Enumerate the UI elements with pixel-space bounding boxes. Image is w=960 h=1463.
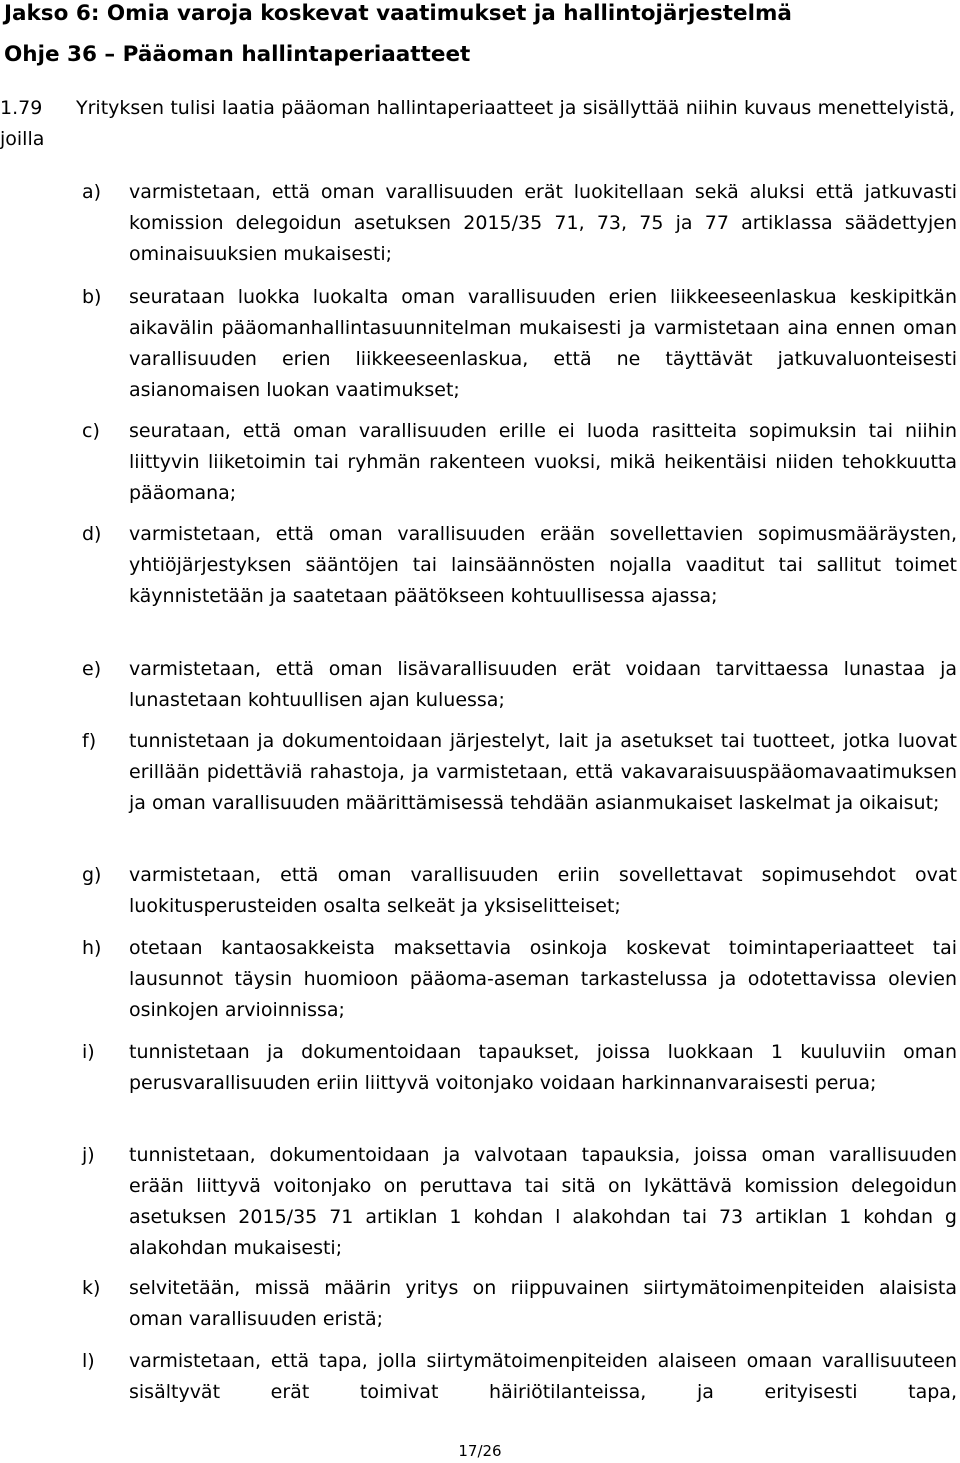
list-item-text: varmistetaan, että oman lisävarallisuuden erät voidaan tarvittaessa lunastaa ja lunastetaan kohtuullisen ajan kuluessa; (129, 658, 957, 711)
list-item-text: seurataan, että oman varallisuuden erille ei luoda rasitteita sopimuksin tai niihin liittyvin liiketoimin tai ryhmän rakenteen vuoksi, mikä heikentäisi niiden tehokkuutta pääomana; (129, 420, 957, 504)
list-item-label: d) (82, 523, 102, 545)
list-item-text: seurataan luokka luokalta oman varallisuuden erien liikkeeseenlaskua keskipitkän aikavälin pääomanhallintasuunnitelman mukaisesti ja varmistetaan aina ennen oman varallisuuden erien liikkeeseenlaskua, että ne täyttävät jatkuvaluonteisesti asianomaisen luokan vaatimukset; (129, 286, 957, 401)
list-item-text: varmistetaan, että oman varallisuuden erät luokitellaan sekä aluksi että jatkuvasti komission delegoidun asetuksen 2015/35 71, 73, 75 ja 77 artiklassa säädettyjen ominaisuuksien mukaisesti; (129, 181, 957, 265)
paragraph-number: 1.79 (0, 97, 43, 119)
page-number: 17/26 (458, 1442, 502, 1460)
list-item-label: a) (82, 181, 102, 203)
list-item-label: c) (82, 420, 100, 442)
list-item-text: tunnistetaan ja dokumentoidaan järjestelyt, lait ja asetukset tai tuotteet, jotka luovat erillään pidettäviä rahastoja, ja varmistetaan, että vakavaraisuuspääomavaatimuksen ja oman varallisuuden määrittämisessä tehdään asianmukaiset laskelmat ja oikaisut; (129, 730, 957, 814)
list-item-label: k) (82, 1277, 101, 1299)
chapter-title: Jakso 6: Omia varoja koskevat vaatimukset ja hallintojärjestelmä (4, 1, 792, 26)
list-item-label: b) (82, 286, 102, 308)
list-item-label: l) (82, 1350, 95, 1372)
list-item-text: tunnistetaan ja dokumentoidaan tapaukset, joissa luokkaan 1 kuuluviin oman perusvarallisuuden eriin liittyvä voitonjako voidaan harkinnanvaraisesti perua; (129, 1041, 957, 1094)
guideline-title: Ohje 36 – Pääoman hallintaperiaatteet (4, 42, 471, 67)
list-item-label: j) (82, 1144, 95, 1166)
list-item-label: f) (82, 730, 97, 752)
list-item-label: h) (82, 937, 102, 959)
list-item-text: tunnistetaan, dokumentoidaan ja valvotaan tapauksia, joissa oman varallisuuden erään liittyvä voitonjako on peruttava tai sitä on lykättävä komission delegoidun asetuksen 2015/35 71 artiklan 1 kohdan l alakohdan tai 73 artiklan 1 kohdan g alakohdan mukaisesti; (129, 1144, 957, 1259)
list-item-label: e) (82, 658, 102, 680)
list-item-text: varmistetaan, että oman varallisuuden erään sovellettavien sopimusmääräysten, yhtiöjärjestyksen sääntöjen tai lainsäännösten nojalla vaaditut tai sallitut toimet käynnistetään ja saatetaan päätökseen kohtuullisessa ajassa; (129, 523, 957, 607)
intro-text: Yrityksen tulisi laatia pääoman hallintaperiaatteet ja sisällyttää niihin kuvaus menettelyistä, joilla (0, 97, 955, 150)
list-item-text: varmistetaan, että tapa, jolla siirtymätoimenpiteiden alaiseen omaan varallisuuteen sisältyvät erät toimivat häiriötilanteissa, ja erityisesti tapa, (129, 1350, 957, 1403)
list-item-label: i) (82, 1041, 95, 1063)
intro-paragraph (0, 93, 955, 155)
list-item-text: varmistetaan, että oman varallisuuden eriin sovellettavat sopimusehdot ovat luokitusperusteiden osalta selkeät ja yksiselitteiset; (129, 864, 957, 917)
list-item-text: otetaan kantaosakkeista maksettavia osinkoja koskevat toimintaperiaatteet tai lausunnot täysin huomioon pääoma-aseman tarkastelussa ja odotettavissa olevien osinkojen arvioinnissa; (129, 937, 957, 1021)
list-item-text: selvitetään, missä määrin yritys on riippuvainen siirtymätoimenpiteiden alaisista oman varallisuuden eristä; (129, 1277, 957, 1330)
list-item-label: g) (82, 864, 102, 886)
